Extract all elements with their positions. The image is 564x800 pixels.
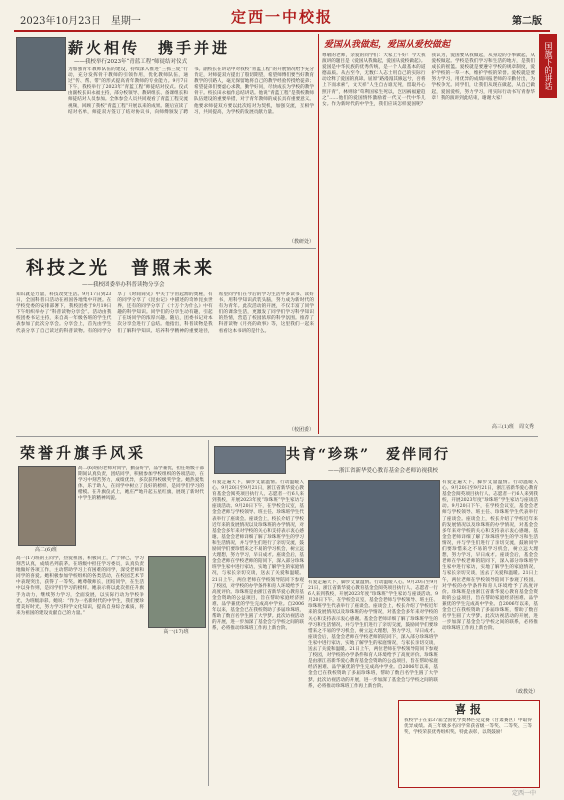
section-divider <box>16 248 316 249</box>
article-subtitle: ——浙江省新华爱心教育基金会老师访视我校 <box>328 468 439 474</box>
section-tab: 国旗下的讲话 <box>539 34 557 98</box>
article-author: （教研处） <box>288 239 314 245</box>
photo-caption: 高二(6)班 <box>34 547 58 553</box>
masthead: 定西一中校报 <box>230 8 333 26</box>
notice-body: 我校学子在第37届全国化学奥林匹克竞赛（甘肃赛区）中取得优异成绩。高三年级多名同学荣获省级一等奖、二等奖、三等奖，学校荣获优秀组织奖。特此表彰，以资鼓励！ <box>404 718 532 736</box>
article-subtitle: ——我校团委举办科普读物分享会 <box>82 282 165 288</box>
article-science <box>16 252 316 434</box>
article-body-left: 有爱走遍天下，脚步丈量温情。行动温暖人心。9月20日至9月21日，浙江省新华爱心教育基金会阅英项目执行人、志愿者一行6人来到我校，开展2023年度“珍珠班”学生家访与座谈活动。9月20日下午，在学校会议室，基金会老师与学校领导、班主任、珍珠班学生代表举行了座谈会。座谈会上，校长介绍了学校近年来的发展情况以及珍珠班的办学情况，对基金会多年来对学校的关心和支持表示衷心感谢。基金会老师详细了解了珍珠班学生的学习和生活情况，并与学生们进行了亲切交流，鼓励同学们要珍惜来之不易的学习机会，树立远大理想，努力学习，早日成才。座谈会后，基金会老师在学校老师的陪同下，深入部分珍珠班学生家中进行家访，实地了解学生的家庭情况，与家长亲切交谈，送去了关爱和温暖。21日上午，两位老师在学校领导陪同下参观了校园，对学校的办学条件和育人环境给予了高度评价。珍珠班是由浙江省新华爱心教育基金会资助的公益项目，旨在帮助家庭经济困难、品学兼优的学生完成高中学业。自2006年以来，基金会已在我校资助了多届珍珠班，帮助了数百名学生圆了大学梦。此次访视活动的开展，进一步加深了基金会与学校之间的联系，必将推动珍珠班工作再上新台阶。 <box>212 480 304 632</box>
article-title: 共育“珍珠” 爱伴同行 <box>286 447 451 463</box>
article-subtitle: ——我校举行2023年“青蓝工程”师徒结对仪式 <box>74 59 188 65</box>
article-body: 知识就是力量，科技改变生活。9月17日到23日，全国科普日活动在祖国各地集中开展。在学校党委的安排部署下，我校团委于9月19日下午组织举办了“科普读物分享会”。活动由我校团委书记主持，来自高一年级各班的学生代表参加了此次分享会。分享会上，首先由学生代表分享了自己读过的科普读物。有的同学分享了《时间简史》中关于宇宙起源的奥秘，有的同学分享了《昆虫记》中描述的奇妙昆虫世界，还有的同学分享了《十万个为什么》中有趣的科学知识。同学们的分享生动有趣，引起了在场同学的浓厚兴趣。随后，团委书记对本次分享会进行了总结。他指出，科普读物是我们了解科学知识、培养科学精神的重要途径，希望同学们在今后的学习生活中多读书、读好书，用科学知识武装头脑，努力成为新时代的有为青年。此次活动的开展，不仅丰富了同学们的课余生活，更激发了同学们学习科学知识的热情，营造了校园浓厚的科学氛围。推荐了科普读物《月亮的故事》等，这里我们一起来看看这本书讲的是什么。 <box>16 292 314 334</box>
article-intro: 高二(6)班的老师对同学，勤奋好学，品学兼优，担任班级干部期间认真负责，团结同学，积极参加学校组织的各项活动，在学习中刻苦努力，成绩优异，多次获得校级奖学金。她热爱集体，乐于助人，在同学中树立了良好的榜样，是同学们学习的楷模。在升旗仪式上，她庄严地升起五星红旗，展现了新时代中学生的精神风貌。 <box>78 466 204 502</box>
article-title: 荣誉升旗手风采 <box>20 444 147 462</box>
article-body: 为加强青年教师队伍的建设，持续深入推进“三抓三促”行动，充分发挥骨干教师的引领作用，优化教师队伍，通过“传、帮、带”的形式提高青年教师的专业能力。9月7日下午，我校举行了2023年“青蓝工程”师徒结对仪式。仪式由副校长田永福主持，部分校领导、教研组长、备课组长和师徒结对人员参加。全体参会人员共同观看了青蓝工程交流视频，回顾了我校“青蓝工程”开展以来的成果。随后宣读了结对名单，师徒双方签订了结对协议书，向师傅颁发了聘书。副校长在讲话中对我校“青蓝工程”的开展情况给予充分肯定，对师徒双方提出了殷切期望，希望师傅们要当好教育教学的引路人，毫无保留地将自己的教学经验传授给徒弟；希望徒弟们要虚心求教，勤学好问，尽快成长为学校的教学骨干。校长田永福作总结讲话。他说“青蓝工程”是我校教师队伍建设的重要举措，对于青年教师的成长具有重要意义。他要求师徒双方要以此次结对为契机，加强交流，互相学习，共同提高，为学校的发展贡献力量。 <box>68 67 314 115</box>
article-body: 尊敬的老师，亲爱的同学们：大家上午好！今天我演讲的题目是《爱国从我做起，爱国从爱校做起》。爱国是中华民族的优秀传统，是一个人最基本的道德品质。从古至今，无数仁人志士用自己的实际行动诠释了爱国的真谛。屈原“路漫漫其修远兮，吾将上下而求索”，文天祥“人生自古谁无死，留取丹心照汗青”，林则徐“苟利国家生死以，岂因祸福避趋之”……他们的爱国情怀激励着一代又一代中华儿女。作为新时代的中学生，我们应该怎样爱国呢？我认为，爱国要从我做起，从身边的小事做起，从爱校做起。学校是我们学习和生活的地方，是我们成长的摇篮。爱校就是要遵守学校的规章制度，爱护学校的一草一木，维护学校的荣誉。爱校就是要努力学习，用优异的成绩回报老师的辛勤付出，为学校争光。同学们，让我们从现在做起，从自己做起，爱国爱校，努力学习，用实际行动书写青春华章！我的演讲到此结束，谢谢大家！ <box>322 53 535 107</box>
section-divider <box>16 436 538 437</box>
photo-caption: 高一(17)班 <box>163 629 189 635</box>
student-photo <box>18 466 76 546</box>
article-speech <box>322 35 537 435</box>
column-divider <box>318 34 319 434</box>
news-photo <box>214 446 286 474</box>
article-body-middle: 有爱走遍天下，脚步丈量温情。行动温暖人心。9月20日至9月21日，浙江省新华爱心教育基金会阅英项目执行人、志愿者一行6人来到我校，开展2023年度“珍珠班”学生家访与座谈活动。9月20日下午，在学校会议室，基金会老师与学校领导、班主任、珍珠班学生代表举行了座谈会。座谈会上，校长介绍了学校近年来的发展情况以及珍珠班的办学情况，对基金会多年来对学校的关心和支持表示衷心感谢。基金会老师详细了解了珍珠班学生的学习和生活情况，并与学生们进行了亲切交流，鼓励同学们要珍惜来之不易的学习机会，树立远大理想，努力学习，早日成才。座谈会后，基金会老师在学校老师的陪同下，深入部分珍珠班学生家中进行家访，实地了解学生的家庭情况，与家长亲切交谈，送去了关爱和温暖。21日上午，两位老师在学校领导陪同下参观了校园，对学校的办学条件和育人环境给予了高度评价。珍珠班是由浙江省新华爱心教育基金会资助的公益项目，旨在帮助家庭经济困难、品学兼优的学生完成高中学业。自2006年以来，基金会已在我校资助了多届珍珠班，帮助了数百名学生圆了大学梦。此次访视活动的开展，进一步加深了基金会与学校之间的联系，必将推动珍珠班工作再上新台阶。 <box>308 580 438 689</box>
notice-title: 喜报 <box>455 703 485 716</box>
article-body: 高一(17)班的王同学，热爱祖国，积极向上，严于律己，学习刻苦认真，成绩名列前茅。在班级中担任学习委员，认真负责地做好各项工作，主动帮助学习上有困难的同学，深受老师和同学的喜爱。她积极参加学校组织的各类活动，在校园艺术节中表现突出，获得了一等奖。她尊敬师长，团结同学，在生活中以身作则，是同学们学习的榜样。她表示将以此次担任升旗手为动力，继续努力学习，全面发展，以实际行动为学校争光，为班级添彩。她说：“作为一名新时代的中学生，我们要珍惜美好时光，努力学习科学文化知识，提高自身综合素质，将来为祖国的建设贡献自己的力量。” <box>16 556 144 616</box>
article-title: 薪火相传 携手并进 <box>68 39 231 57</box>
issue-date: 2023年10月23日 星期一 <box>20 16 141 27</box>
student-photo <box>148 556 206 628</box>
article-author: （校团委） <box>288 427 314 433</box>
edition-label: 第二版 <box>512 16 542 27</box>
article-title: 爱国从我做起，爱国从爱校做起 <box>324 40 451 50</box>
column-divider <box>208 440 209 786</box>
article-author: 高三(1)班 周文秀 <box>491 424 534 430</box>
page-header <box>14 4 550 32</box>
article-mentorship <box>16 35 316 245</box>
article-pearl-class <box>212 440 542 700</box>
page-footer: 定西一中 <box>511 790 536 797</box>
group-photo <box>308 480 440 578</box>
article-title: 科技之光 普照未来 <box>26 258 215 279</box>
news-photo <box>16 37 66 91</box>
article-author: （政教处） <box>512 689 538 695</box>
article-body-right: 有爱走遍天下，脚步丈量温情。行动温暖人心。9月20日至9月21日，浙江省新华爱心教育基金会阅英项目执行人、志愿者一行6人来到我校，开展2023年度“珍珠班”学生家访与座谈活动。9月20日下午，在学校会议室，基金会老师与学校领导、班主任、珍珠班学生代表举行了座谈会。座谈会上，校长介绍了学校近年来的发展情况以及珍珠班的办学情况，对基金会多年来对学校的关心和支持表示衷心感谢。基金会老师详细了解了珍珠班学生的学习和生活情况，并与学生们进行了亲切交流，鼓励同学们要珍惜来之不易的学习机会，树立远大理想，努力学习，早日成才。座谈会后，基金会老师在学校老师的陪同下，深入部分珍珠班学生家中进行家访，实地了解学生的家庭情况，与家长亲切交谈，送去了关爱和温暖。21日上午，两位老师在学校领导陪同下参观了校园，对学校的办学条件和育人环境给予了高度评价。珍珠班是由浙江省新华爱心教育基金会资助的公益项目，旨在帮助家庭经济困难、品学兼优的学生完成高中学业。自2006年以来，基金会已在我校资助了多届珍珠班，帮助了数百名学生圆了大学梦。此次访视活动的开展，进一步加深了基金会与学校之间的联系，必将推动珍珠班工作再上新台阶。 <box>442 480 538 632</box>
article-flag-bearers <box>16 440 206 788</box>
